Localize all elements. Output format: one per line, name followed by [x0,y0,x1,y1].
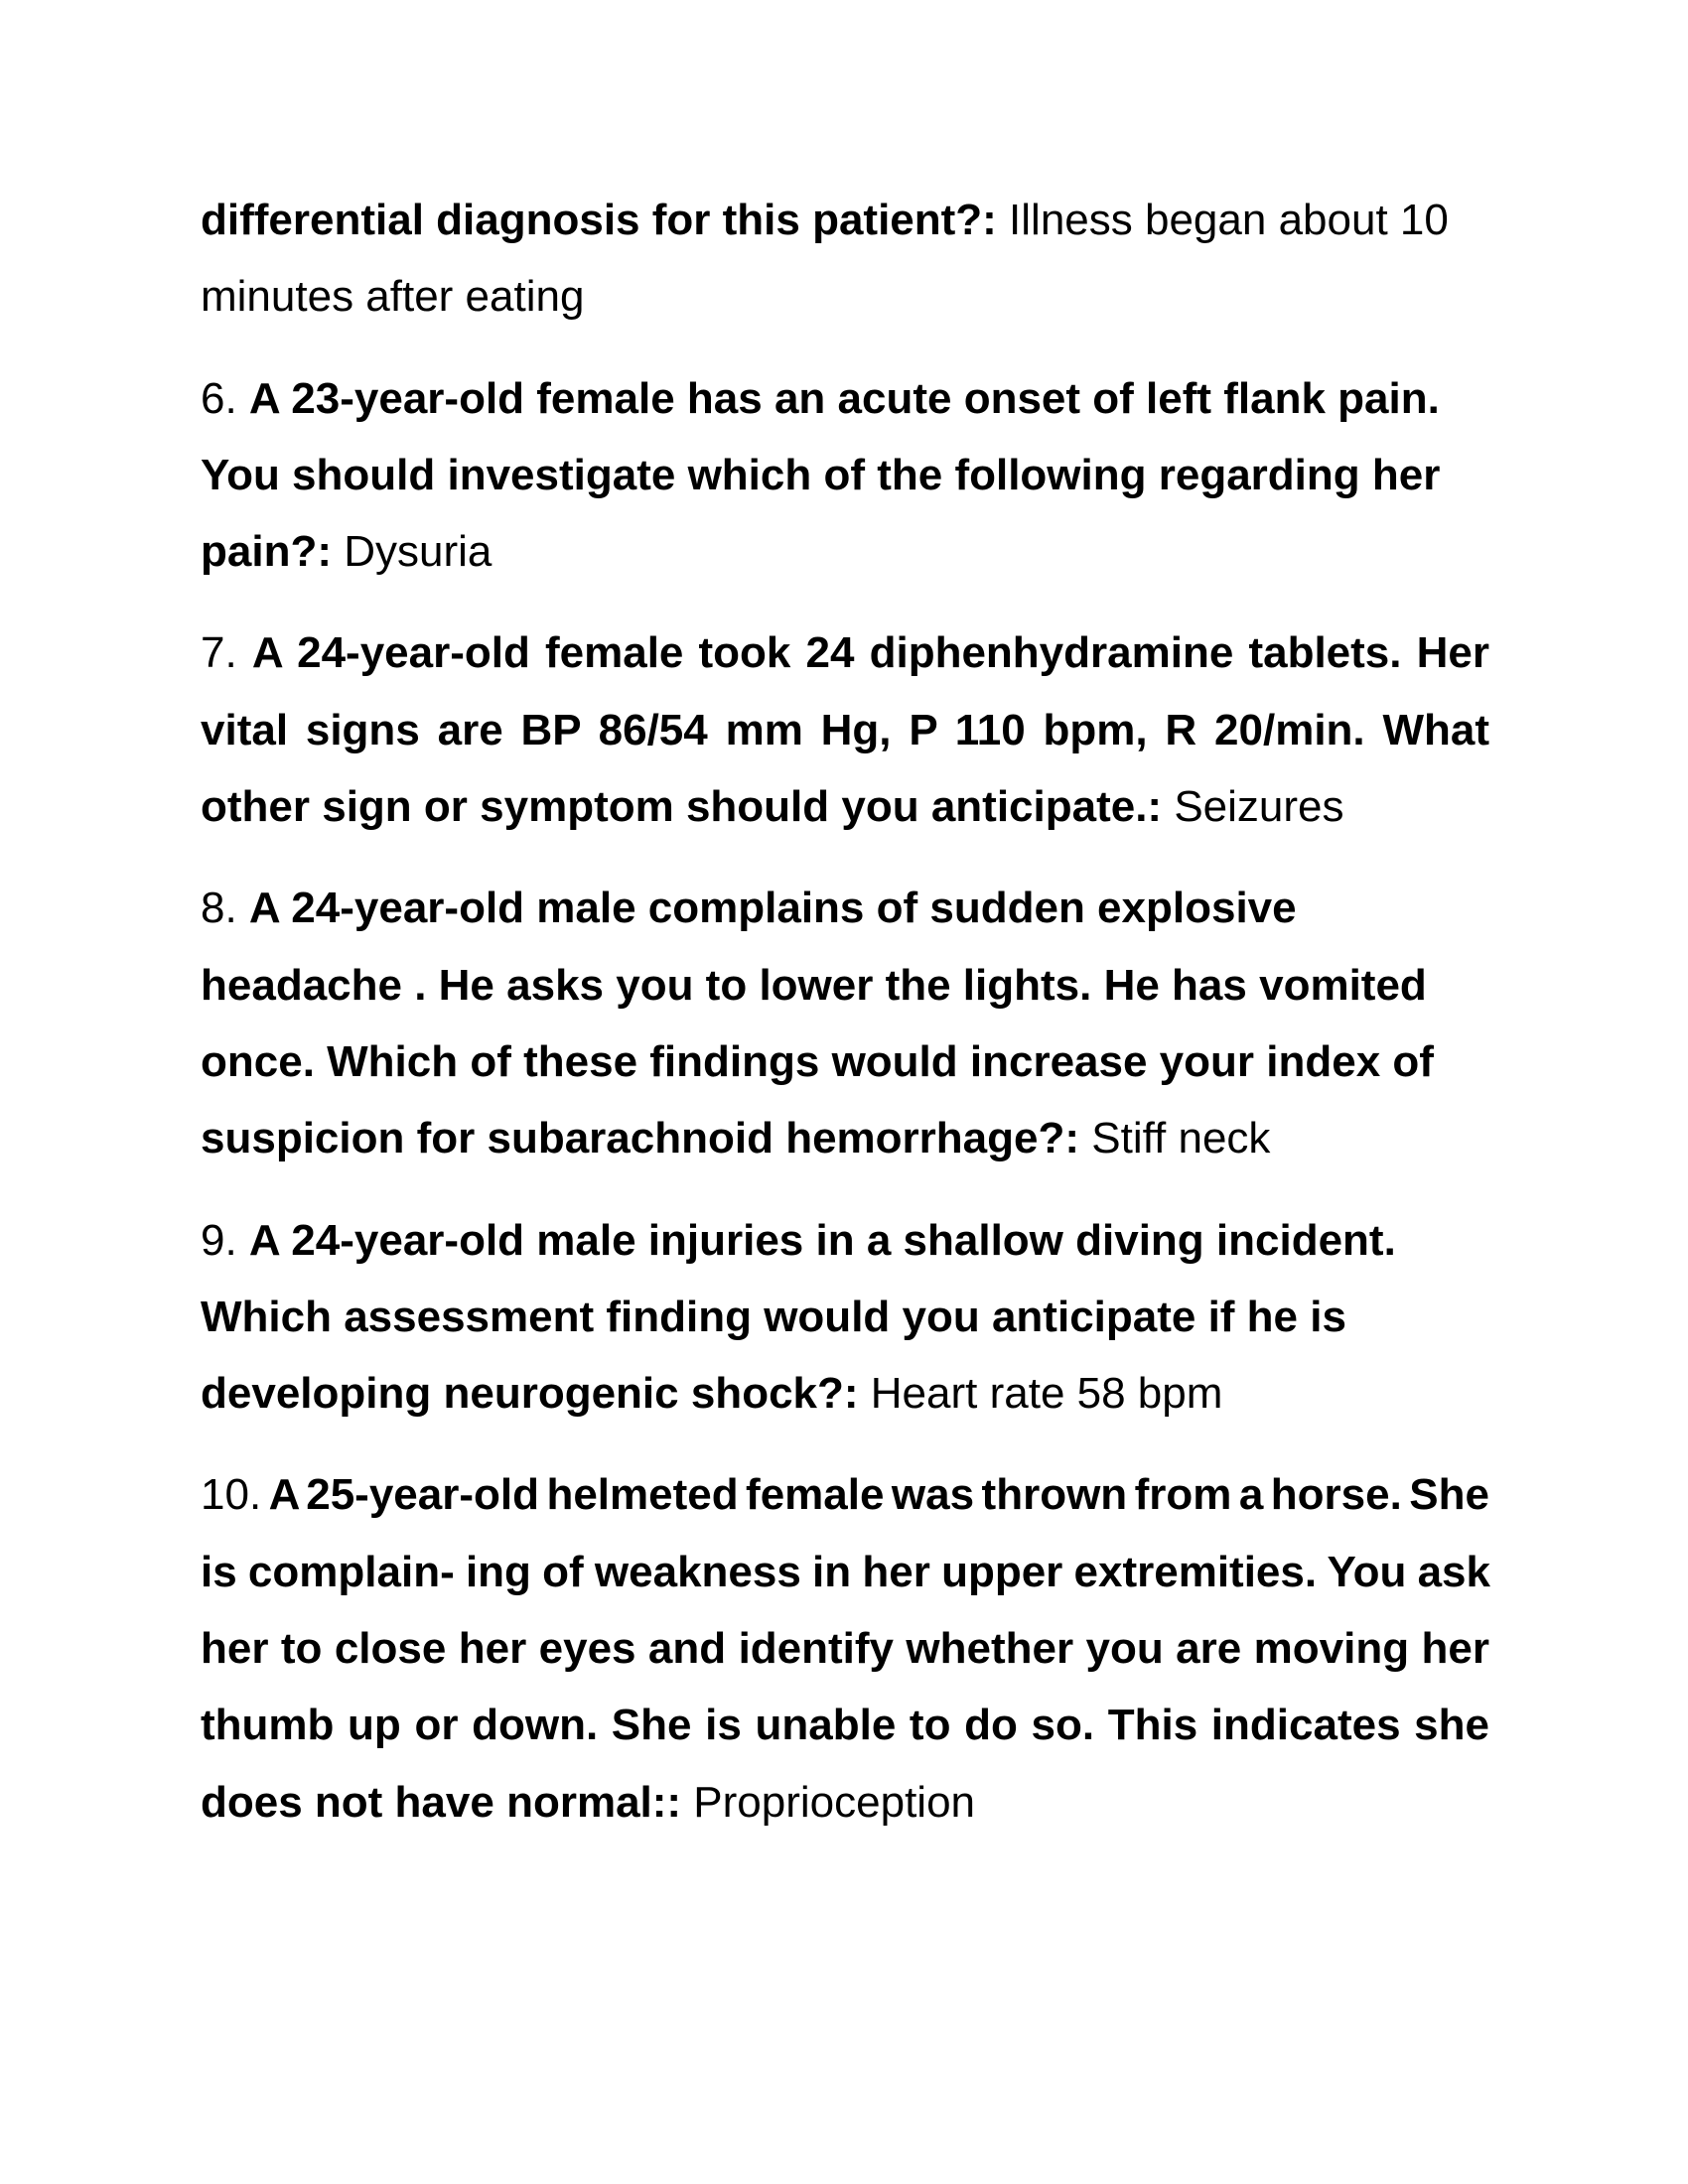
answer-text: Heart rate 58 bpm [858,1369,1223,1419]
question-text: A 25-year-old helmeted female was thrown from a horse. She [268,1470,1489,1520]
text-line [201,1764,1489,1841]
question-text: A 24-year-old female took 24 diphenhydramine tablets. Her [251,628,1489,678]
text-line [201,182,1489,258]
question-text: once. Which of these findings would increase your index of [201,1036,1434,1086]
question-text: her to close her eyes and identify whether you are moving her [201,1624,1489,1674]
question-text: is complain- ing of weakness in her upper extremities. You ask [201,1547,1490,1596]
question-text: developing neurogenic shock?: [201,1369,859,1419]
text-line [201,1202,1489,1279]
text-line [201,1279,1489,1355]
text-line [201,1100,1489,1176]
question-text: does not have normal:: [201,1777,682,1827]
text-line [201,1024,1489,1100]
text-line [201,360,1489,437]
text-line [201,513,1489,590]
text-line [201,258,1489,335]
answer-text: Proprioception [681,1777,976,1827]
question-number: 8. [201,884,249,933]
text-line [201,1456,1489,1533]
qa-item-10 [201,1456,1489,1840]
qa-item-6 [201,360,1489,591]
text-line [201,1534,1489,1610]
qa-item-5-continuation [201,182,1489,336]
question-number: 7. [201,628,252,678]
question-text: vital signs are BP 86/54 mm Hg, P 110 bpm, R 20/min. What [201,705,1489,754]
text-line [201,947,1489,1024]
question-number: 10. [201,1470,269,1520]
qa-item-8 [201,870,1489,1176]
text-line [201,1687,1489,1763]
answer-text: Stiff neck [1079,1114,1271,1163]
question-number: 9. [201,1215,249,1265]
qa-item-9 [201,1202,1489,1433]
question-text: A 24-year-old male complains of sudden explosive [248,884,1297,933]
question-text: You should investigate which of the following regarding her [201,450,1441,499]
question-text: pain?: [201,527,332,577]
document-page [201,182,1489,1865]
text-line [201,870,1489,946]
question-text: A 23-year-old female has an acute onset of left flank pain. [248,373,1440,423]
question-number: 6. [201,373,249,423]
answer-text: minutes after eating [201,272,585,322]
text-line [201,1610,1489,1687]
text-line [201,437,1489,513]
answer-text: Dysuria [331,527,492,577]
text-line [201,1355,1489,1432]
answer-text: Illness began about 10 [996,196,1449,244]
question-text: differential diagnosis for this patient?: [201,196,997,244]
question-text: Which assessment finding would you anticipate if he is [201,1292,1346,1341]
question-text: suspicion for subarachnoid hemorrhage?: [201,1114,1080,1163]
question-text: headache . He asks you to lower the lights. He has vomited [201,960,1427,1010]
question-text: A 24-year-old male injuries in a shallow diving incident. [248,1215,1396,1265]
text-line [201,692,1489,768]
qa-item-7 [201,614,1489,845]
question-text: thumb up or down. She is unable to do so. This indicates she [201,1701,1489,1750]
answer-text: Seizures [1162,782,1344,832]
text-line [201,614,1489,691]
text-line [201,768,1489,845]
question-text: other sign or symptom should you anticipate.: [201,782,1163,832]
